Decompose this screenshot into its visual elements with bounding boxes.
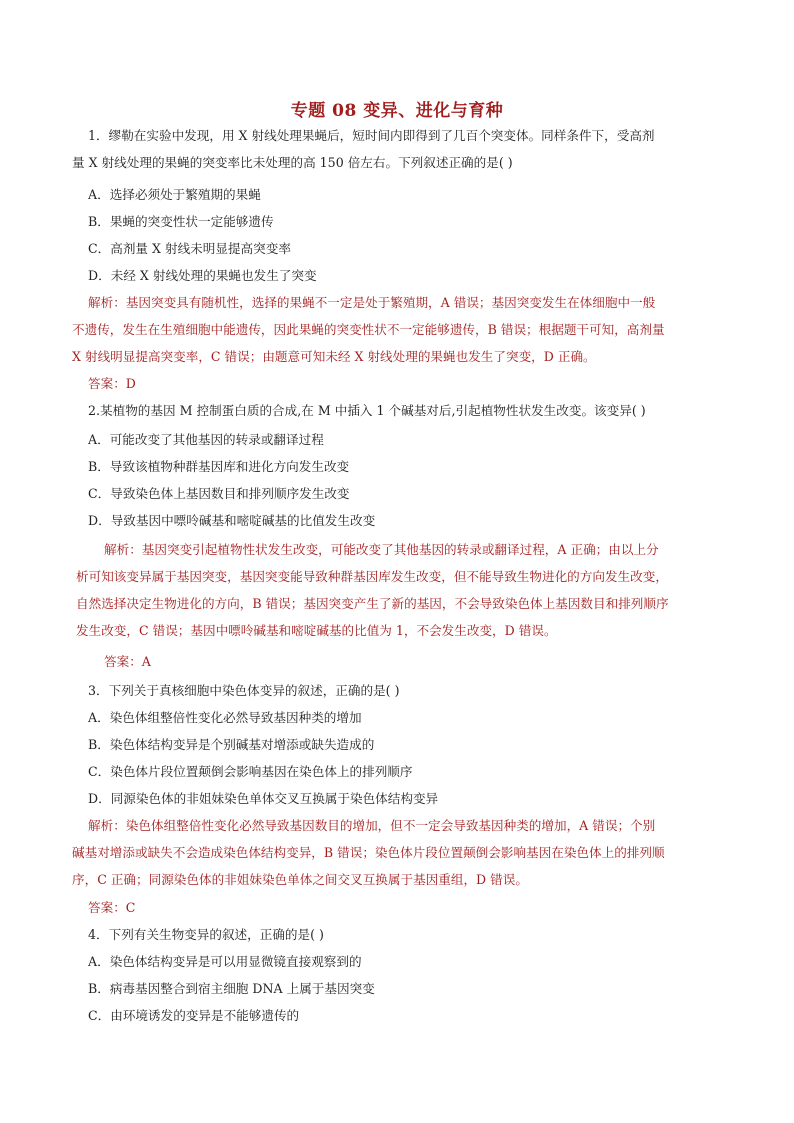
- q2-analysis-line-2: 析可知该变异属于基因突变，基因突变能导致种群基因库发生改变，但不能导致生物进化的方向发生改变，: [76, 569, 668, 584]
- q3-option-b: B．染色体结构变异是个别碱基对增添或缺失造成的: [88, 737, 375, 752]
- q1-answer: 答案：D: [88, 376, 136, 391]
- q2-analysis-line-3: 自然选择决定生物进化的方向，B 错误；基因突变产生了新的基因，不会导致染色体上基因数目和排列顺序: [76, 596, 669, 611]
- q4-stem-line-1: 4．下列有关生物变异的叙述，正确的是( ): [88, 927, 324, 942]
- q4-option-c: C．由环境诱发的变异是不能够遗传的: [88, 1008, 300, 1023]
- q3-answer: 答案：C: [88, 900, 136, 915]
- q1-option-a: A．选择必须处于繁殖期的果蝇: [88, 187, 261, 202]
- q2-analysis-line-4: 发生改变，C 错误；基因中嘌呤碱基和嘧啶碱基的比值为 1，不会发生改变，D 错误。: [76, 623, 557, 638]
- q3-option-c: C．染色体片段位置颠倒会影响基因在染色体上的排列顺序: [88, 764, 413, 779]
- q3-stem-line-1: 3．下列关于真核细胞中染色体变异的叙述，正确的是( ): [88, 683, 400, 698]
- q1-analysis-line-3: X 射线明显提高突变率，C 错误；由题意可知未经 X 射线处理的果蝇也发生了突变，D 正确。: [72, 349, 596, 364]
- q1-stem-line-2: 量 X 射线处理的果蝇的突变率比未处理的高 150 倍左右。下列叙述正确的是( ): [72, 155, 513, 170]
- q1-analysis-line-1: 解析：基因突变具有随机性，选择的果蝇不一定是处于繁殖期，A 错误；基因突变发生在体细胞中一般: [88, 295, 656, 310]
- q1-stem-line-1: 1．缪勒在实验中发现，用 X 射线处理果蝇后，短时间内即得到了几百个突变体。同样条件下，受高剂: [88, 128, 655, 143]
- q2-answer: 答案：A: [104, 654, 151, 669]
- q3-analysis-line-1: 解析：染色体组整倍性变化必然导致基因数目的增加，但不一定会导致基因种类的增加，A 错误；个别: [88, 818, 656, 833]
- q3-option-d: D．同源染色体的非姐妹染色单体交叉互换属于染色体结构变异: [88, 791, 439, 806]
- q2-option-c: C．导致染色体上基因数目和排列顺序发生改变: [88, 486, 350, 501]
- q3-analysis-line-3: 序，C 正确；同源染色体的非姐妹染色单体之间交叉互换属于基因重组，D 错误。: [72, 872, 528, 887]
- q1-option-d: D．未经 X 射线处理的果蝇也发生了突变: [88, 268, 317, 283]
- q2-option-d: D．导致基因中嘌呤碱基和嘧啶碱基的比值发生改变: [88, 513, 376, 528]
- q1-option-c: C．高剂量 X 射线未明显提高突变率: [88, 241, 291, 256]
- q1-option-b: B．果蝇的突变性状一定能够遗传: [88, 214, 274, 229]
- page-title: 专题 08 变异、进化与育种: [290, 101, 504, 121]
- q1-analysis-line-2: 不遗传，发生在生殖细胞中能遗传，因此果蝇的突变性状不一定能够遗传，B 错误；根据题干可知，高剂量: [72, 322, 665, 337]
- q2-stem-line-1: 2.某植物的基因 M 控制蛋白质的合成,在 M 中插入 1 个碱基对后,引起植物性状发生改变。该变异( ): [88, 403, 646, 418]
- q2-option-a: A．可能改变了其他基因的转录或翻译过程: [88, 432, 324, 447]
- q3-analysis-line-2: 碱基对增添或缺失不会造成染色体结构变异，B 错误；染色体片段位置颠倒会影响基因在染色体上的排列顺: [72, 845, 665, 860]
- q2-option-b: B．导致该植物种群基因库和进化方向发生改变: [88, 459, 350, 474]
- q4-option-a: A．染色体结构变异是可以用显微镜直接观察到的: [88, 954, 362, 969]
- q3-option-a: A．染色体组整倍性变化必然导致基因种类的增加: [88, 710, 362, 725]
- q4-option-b: B．病毒基因整合到宿主细胞 DNA 上属于基因突变: [88, 981, 375, 996]
- q2-analysis-line-1: 解析：基因突变引起植物性状发生改变，可能改变了其他基因的转录或翻译过程，A 正确；由以上分: [104, 542, 659, 557]
